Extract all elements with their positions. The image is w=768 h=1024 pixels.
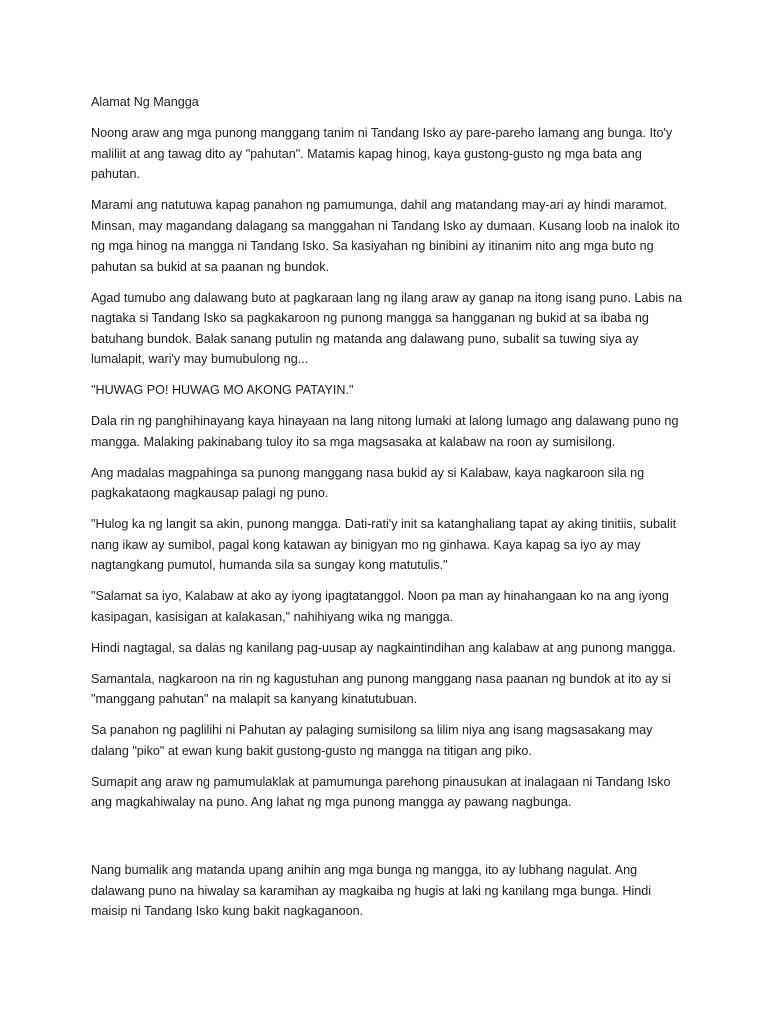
- paragraph: "Hulog ka ng langit sa akin, punong mangga. Dati-rati'y init sa katanghaliang tapat ay aking tinitiis, subalit nang ikaw ay sumibol, pagal kong katawan ay binigyan mo ng ginhawa. Kaya kapag sa iyo ay may nagtangkang pumutol, humanda sila sa sungay kong matutulis.": [91, 517, 677, 572]
- paragraph: Dala rin ng panghihinayang kaya hinayaan na lang nitong lumaki at lalong lumago ang dalawang puno ng mangga. Malaking pakinabang tuloy ito sa mga magsasaka at kalabaw na roon ay sumisilong.: [91, 414, 679, 449]
- paragraph: Samantala, nagkaroon na rin ng kagustuhan ang punong manggang nasa paanan ng bundok at ito ay si "manggang pahutan" na malapit sa kanyang kinatutubuan.: [91, 671, 671, 706]
- document-body: [91, 92, 683, 932]
- paragraph: Marami ang natutuwa kapag panahon ng pamumunga, dahil ang matandang may-ari ay hindi maramot. Minsan, may magandang dalagang sa manggahan ni Tandang Isko ay dumaan. Kusang loob na inalok ito ng mga hinog na mangga ni Tandang Isko. Sa kasiyahan ng binibini ay itinanim nito ang mga buto ng pahutan sa bukid at sa paanan ng bundok.: [91, 198, 680, 274]
- paragraph: Agad tumubo ang dalawang buto at pagkaraan lang ng ilang araw ay ganap na itong isang puno. Labis na nagtaka si Tandang Isko sa pagkakaroon ng punong mangga sa hangganan ng bukid at sa ibaba ng batuhang bundok. Balak sanang putulin ng matanda ang dalawang puno, subalit sa tuwing siya ay lumalapit, wari'y may bumubulong ng...: [91, 290, 682, 366]
- paragraph: Nang bumalik ang matanda upang anihin ang mga bunga ng mangga, ito ay lubhang nagulat. Ang dalawang puno na hiwalay sa karamihan ay magkaiba ng hugis at laki ng kanilang mga bunga. Hindi maisip ni Tandang Isko kung bakit nagkaganoon.: [91, 863, 652, 918]
- paragraph: Ang madalas magpahinga sa punong manggang nasa bukid ay si Kalabaw, kaya nagkaroon sila ng pagkakataong magkausap palagi ng puno.: [91, 465, 645, 500]
- paragraph: Sumapit ang araw ng pamumulaklak at pamumunga parehong pinausukan at inalagaan ni Tandang Isko ang magkahiwalay na puno. Ang lahat ng mga punong mangga ay pawang nagbunga.: [91, 774, 671, 809]
- paragraph: "Salamat sa iyo, Kalabaw at ako ay iyong ipagtatanggol. Noon pa man ay hinahangaan ko na ang iyong kasipagan, kasisigan at kalakasan," nahihiyang wika ng mangga.: [91, 589, 669, 624]
- paragraph: "HUWAG PO! HUWAG MO AKONG PATAYIN.": [91, 383, 354, 397]
- paragraph: Hindi nagtagal, sa dalas ng kanilang pag-uusap ay nagkaintindihan ang kalabaw at ang punong mangga.: [91, 640, 676, 655]
- paragraph: Sa panahon ng paglilihi ni Pahutan ay palaging sumisilong sa lilim niya ang isang magsasakang may dalang "piko" at ewan kung bakit gustong-gusto ng mangga na titigan ang piko.: [91, 723, 653, 758]
- document-title: Alamat Ng Mangga: [91, 95, 199, 109]
- paragraph: Noong araw ang mga punong manggang tanim ni Tandang Isko ay pare-pareho lamang ang bunga. Ito'y maliliit at ang tawag dito ay "pahutan". Matamis kapag hinog, kaya gustong-gusto ng mga bata ang pahutan.: [91, 126, 673, 181]
- paragraph-gap: [91, 823, 683, 860]
